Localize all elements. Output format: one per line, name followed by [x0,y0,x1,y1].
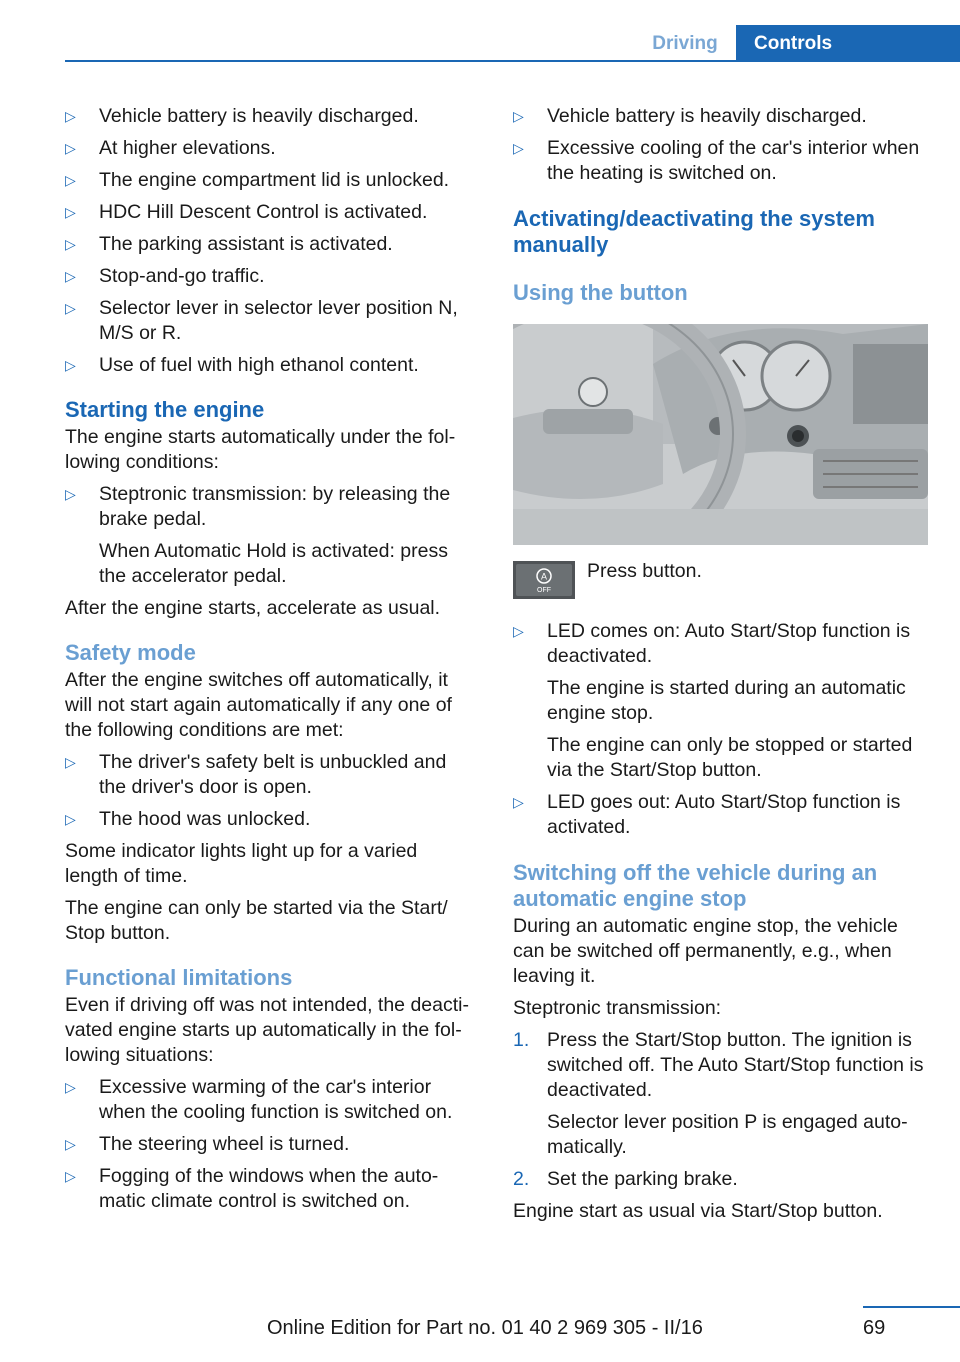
triangle-bullet-icon: ▷ [65,1136,76,1152]
list-item: ▷ The engine compartment lid is unlocked. [65,169,450,191]
paragraph: During an automatic engine stop, the vehicle can be switched off permanently, e.g., when leaving it. [513,915,898,987]
triangle-bullet-icon: ▷ [513,140,524,156]
svg-text:A: A [540,571,548,582]
list-item: ▷ Fogging of the windows when the auto‐ matic climate control is switched on. [65,1165,439,1212]
footer-edition: Online Edition for Part no. 01 40 2 969 305 - II/16 [267,1317,703,1339]
list-item: ▷ LED goes out: Auto Start/Stop function is activated. [513,791,901,838]
triangle-bullet-icon: ▷ [65,268,76,284]
page-number: 69 [863,1317,886,1339]
triangle-bullet-icon: ▷ [65,357,76,373]
list-item: ▷ LED comes on: Auto Start/Stop function is deactivated. The engine is started during an automatic engine stop. The engine can only be stopped or started via the Start/Stop button. [513,620,913,781]
triangle-bullet-icon: ▷ [65,811,76,827]
heading-starting-engine: Starting the engine [65,397,265,422]
paragraph: Steptronic transmission: [513,997,722,1019]
triangle-bullet-icon: ▷ [65,204,76,220]
paragraph: After the engine switches off automatically, it will not start again automatically if any one of the following conditions are met: [65,669,452,741]
heading-using-button: Using the button [513,280,688,305]
paragraph: The engine starts automatically under the fol‐ lowing conditions: [65,426,456,473]
button-description [513,559,933,603]
triangle-bullet-icon: ▷ [513,623,524,639]
list-item: ▷ At higher elevations. [65,137,276,159]
heading-functional-limitations: Functional limitations [65,965,293,990]
list-item: ▷ Selector lever in selector lever position N, M/S or R. [65,297,458,344]
triangle-bullet-icon: ▷ [65,1079,76,1095]
list-item: ▷ The steering wheel is turned. [65,1133,350,1155]
header-chapter-tab[interactable]: Controls [736,25,960,62]
list-item: ▷ The parking assistant is activated. [65,233,393,255]
auto-start-stop-button-icon [513,561,575,599]
triangle-bullet-icon: ▷ [513,108,524,124]
footer-divider [863,1306,960,1308]
dashboard-photo [513,324,928,545]
triangle-bullet-icon: ▷ [65,1168,76,1184]
right-column [513,104,933,1231]
paragraph: The engine can only be started via the Start/ Stop button. [65,897,448,944]
triangle-bullet-icon: ▷ [65,172,76,188]
triangle-bullet-icon: ▷ [65,108,76,124]
list-item: ▷ Vehicle battery is heavily discharged. [65,105,419,127]
triangle-bullet-icon: ▷ [65,754,76,770]
list-item: ▷ Stop-and-go traffic. [65,265,265,287]
triangle-bullet-icon: ▷ [65,140,76,156]
left-column [65,104,470,1221]
button-icon-label: OFF [537,587,551,594]
list-item: ▷ Excessive warming of the car's interior when the cooling function is switched on. [65,1076,453,1123]
paragraph: Engine start as usual via Start/Stop button. [513,1200,883,1222]
numbered-step: 1. Press the Start/Stop button. The ignition is switched off. The Auto Start/Stop function is deactivated. Selector lever position P is engaged auto‐ matically. [513,1029,924,1158]
triangle-bullet-icon: ▷ [513,794,524,810]
list-item: ▷ The driver's safety belt is unbuckled and the driver's door is open. [65,751,447,798]
heading-switching-off: Switching off the vehicle during an automatic engine stop [513,860,878,911]
list-item: ▷ The hood was unlocked. [65,808,311,830]
list-item: ▷ Use of fuel with high ethanol content. [65,354,419,376]
heading-activating-system: Activating/deactivating the system manually [513,206,875,257]
list-item: ▷ Excessive cooling of the car's interior when the heating is switched on. [513,137,920,184]
numbered-step: 2. Set the parking brake. [513,1168,738,1190]
header-divider [65,60,960,62]
list-item: ▷ Steptronic transmission: by releasing the brake pedal. When Automatic Hold is activated: press the accelerator pedal. [65,483,451,587]
list-item: ▷ Vehicle battery is heavily discharged. [513,105,867,127]
paragraph: Some indicator lights light up for a varied length of time. [65,840,418,887]
triangle-bullet-icon: ▷ [65,236,76,252]
paragraph: After the engine starts, accelerate as usual. [65,597,441,619]
paragraph: Even if driving off was not intended, the deacti‐ vated engine starts up automatically in the fol‐ lowing situations: [65,994,469,1066]
triangle-bullet-icon: ▷ [65,300,76,316]
header-section-tab[interactable]: Driving [652,33,718,54]
list-item: ▷ HDC Hill Descent Control is activated. [65,201,428,223]
triangle-bullet-icon: ▷ [65,486,76,502]
press-button-text: Press button. [587,560,702,582]
heading-safety-mode: Safety mode [65,640,196,665]
